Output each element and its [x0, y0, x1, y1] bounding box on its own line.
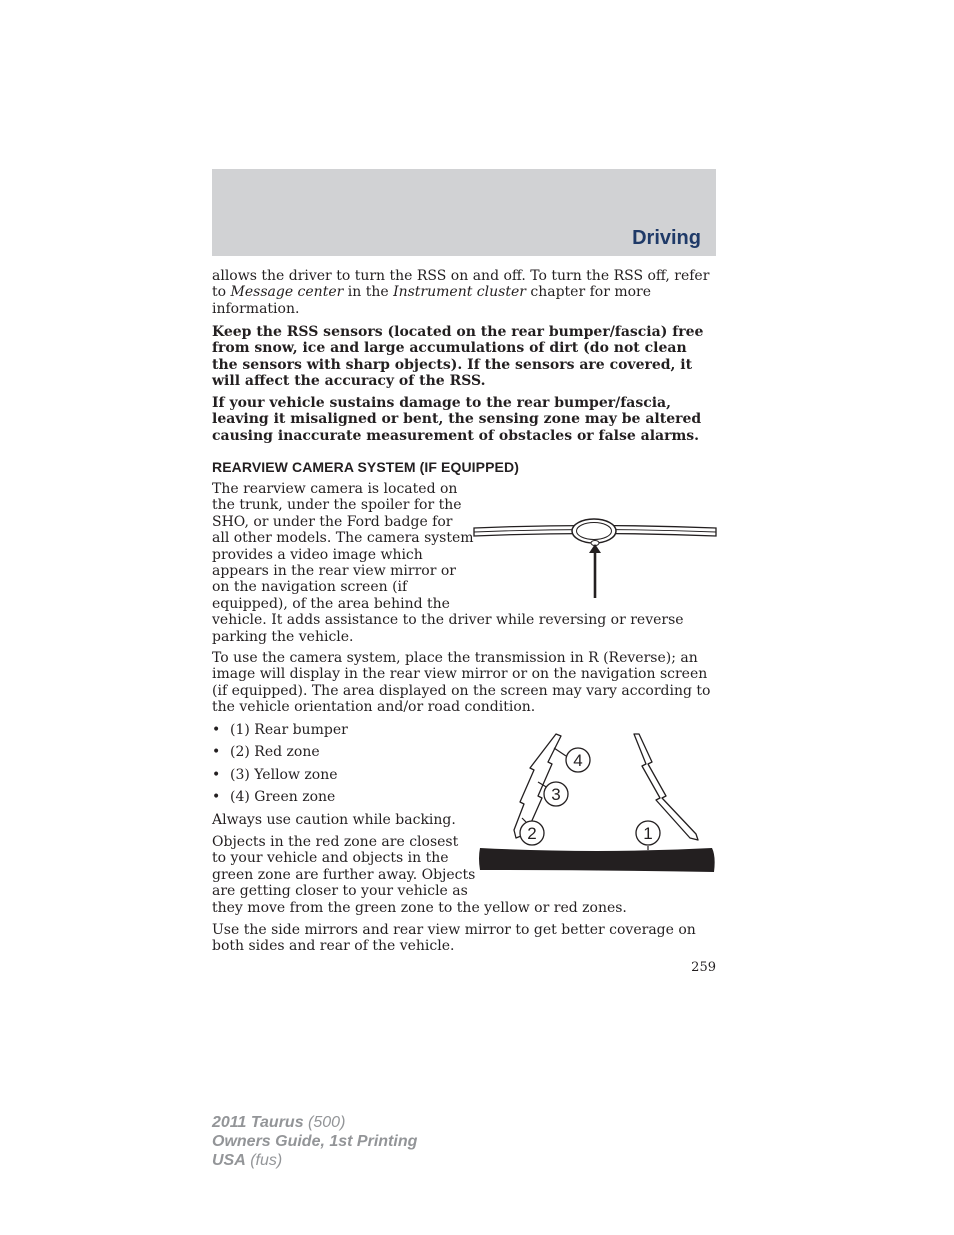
zone-legend-list [212, 722, 348, 812]
callout-4 [566, 748, 590, 772]
callout-2 [520, 821, 544, 845]
document-footer [212, 1113, 417, 1170]
damage-warning: If your vehicle sustains damage to the rear bumper/fascia, leaving it misaligned or bent, the sensing zone may be altered causing inaccurate measurement of obstacles or false alarms. [212, 395, 702, 444]
bullet-marker: • [212, 744, 221, 761]
chapter-header-band [212, 169, 716, 256]
list-item-text: (2) Red zone [230, 744, 320, 761]
bullet-marker: • [212, 722, 221, 738]
text-line: appears in the rear view mirror or [212, 563, 456, 580]
callout-3 [544, 782, 568, 806]
rear-bumper-shape [479, 848, 715, 872]
text-line: Objects in the red zone are closest [212, 834, 459, 850]
list-item-text: (4) Green zone [230, 789, 336, 806]
callout-number: 3 [551, 785, 561, 804]
list-item-text: (3) Yellow zone [230, 766, 338, 783]
footer-line-market [212, 1151, 417, 1170]
callout-1 [636, 821, 660, 845]
camera-location-illustration [472, 518, 718, 600]
footer-market: USA [212, 1152, 246, 1169]
sensor-warning: Keep the RSS sensors (located on the rear bumper/fascia) free from snow, ice and large accumulations of dirt (do not clean the sensors with sharp objects). If the sensors are covered, it will affect the accuracy of the RSS. [212, 324, 704, 390]
text-line: are getting closer to your vehicle as [212, 883, 468, 900]
text-line: on the navigation screen (if [212, 579, 408, 596]
message-center-ref: Message center [230, 284, 344, 301]
chapter-title: Driving [632, 227, 701, 249]
callout-number: 1 [643, 824, 653, 843]
text-line: all other models. The camera system [212, 530, 474, 547]
bullet-marker: • [212, 766, 221, 783]
text-line: the trunk, under the spoiler for the [212, 497, 462, 514]
list-item [212, 767, 348, 783]
footer-model-code: (500) [303, 1114, 346, 1131]
callout-number: 4 [573, 751, 583, 770]
intro-text-3: chapter for more information. [212, 284, 652, 317]
list-item [212, 789, 348, 805]
callout-number: 2 [527, 824, 537, 843]
list-item-text: (1) Rear bumper [230, 722, 348, 738]
footer-model: 2011 Taurus [212, 1114, 304, 1131]
list-item [212, 744, 348, 760]
camera-zone-diagram [476, 730, 718, 878]
bullet-marker: • [212, 789, 221, 806]
list-item [212, 722, 348, 738]
text-line: SHO, or under the Ford badge for [212, 513, 453, 530]
arrow-head-icon [589, 544, 601, 553]
instrument-cluster-ref: Instrument cluster [393, 284, 526, 301]
text-line: to your vehicle and objects in the [212, 850, 449, 867]
intro-text-2: in the [343, 284, 394, 301]
footer-line-edition: Owners Guide, 1st Printing [212, 1133, 418, 1150]
usage-paragraph: To use the camera system, place the transmission in R (Reverse); an image will display in the rear view mirror or on the navigation screen (if equipped). The area displayed on the screen may vary according to the vehicle orientation and/or road condition. [212, 650, 711, 716]
text-line: equipped), of the area behind the [212, 595, 450, 612]
footer-line-model [212, 1113, 417, 1132]
text-line: vehicle. It adds assistance to the driver while reversing or reverse [212, 612, 684, 629]
caution-text: Always use caution while backing. [212, 812, 456, 828]
section-heading: REARVIEW CAMERA SYSTEM (IF EQUIPPED) [212, 459, 519, 475]
intro-paragraph [212, 268, 716, 317]
page-number: 259 [691, 960, 716, 975]
intro-text-1: allows the driver to turn the RSS on and off. To turn the RSS off, refer to [212, 268, 710, 301]
footer-market-code: (fus) [245, 1152, 283, 1169]
text-line: parking the vehicle. [212, 628, 354, 645]
text-line: provides a video image which [212, 546, 423, 563]
text-line: they move from the green zone to the yellow or red zones. [212, 899, 627, 916]
mirrors-paragraph: Use the side mirrors and rear view mirror to get better coverage on both sides and rear of the vehicle. [212, 922, 696, 955]
text-line: The rearview camera is located on [212, 481, 458, 497]
text-line: green zone are further away. Objects [212, 866, 476, 883]
